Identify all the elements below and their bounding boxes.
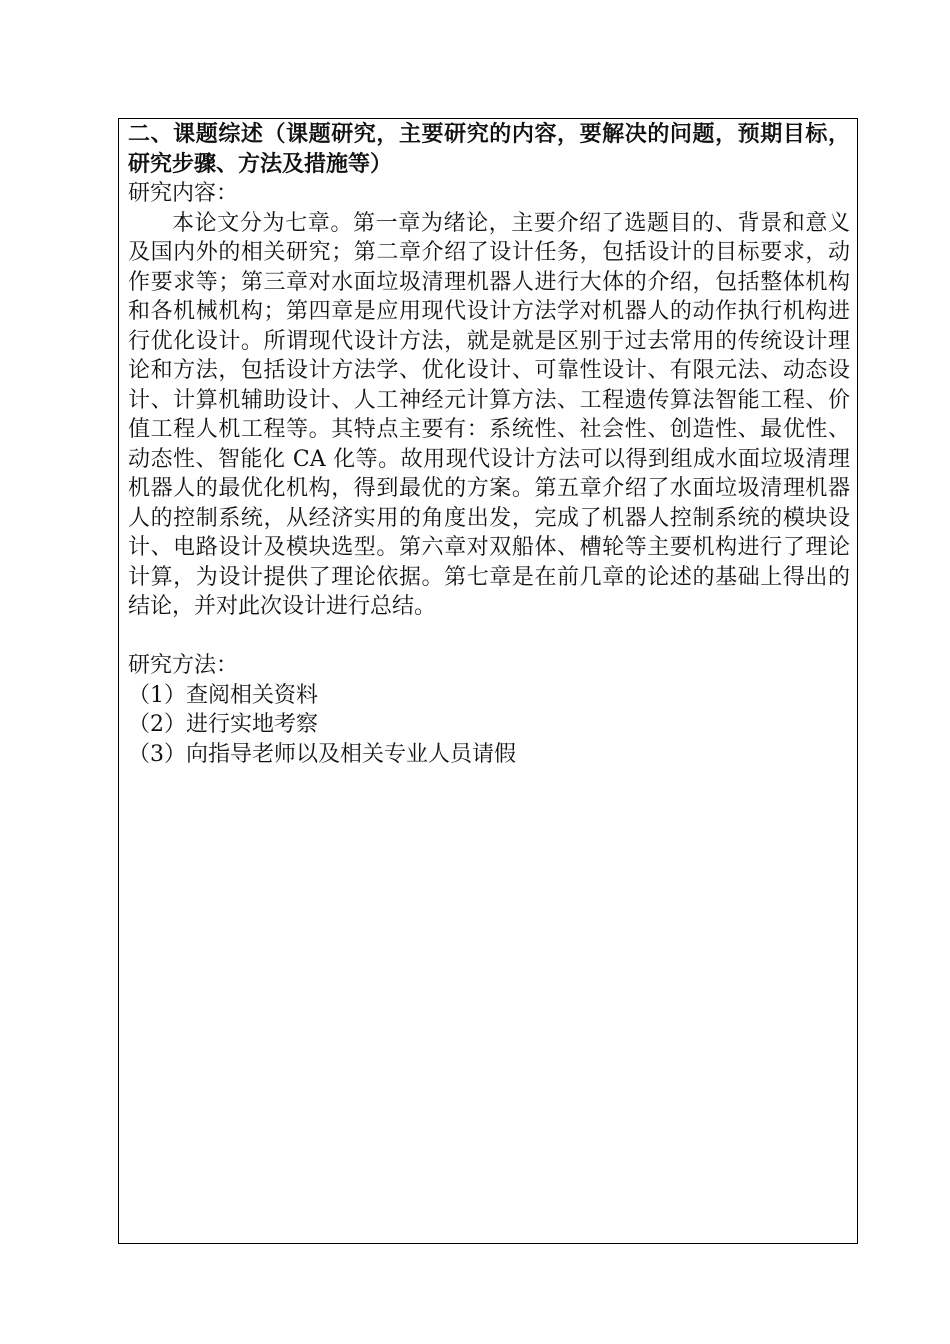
method-item-1: （1）查阅相关资料 [128, 682, 318, 708]
section-content [128, 120, 850, 769]
content-paragraph: 本论文分为七章。第一章为绪论，主要介绍了选题目的、背景和意义及国内外的相关研究；第二章介绍了设计任务，包括设计的目标要求，动作要求等；第三章对水面垃圾清理机器人进行大体的介绍，包括整体机构和各机械机构；第四章是应用现代设计方法学对机器人的动作执行机构进行优化设计。所谓现代设计方法，就是就是区别于过去常用的传统设计理论和方法，包括设计方法学、优化设计、可靠性设计、有限元法、动态设计、计算机辅助设计、人工神经元计算方法、工程遗传算法智能工程、价值工程人机工程等。其特点主要有：系统性、社会性、创造性、最优性、动态性、智能化 CA 化等。故用现代设计方法可以得到组成水面垃圾清理机器人的最优化机构，得到最优的方案。第五章介绍了水面垃圾清理机器人的控制系统，从经济实用的角度出发，完成了机器人控制系统的模块设计、电路设计及模块选型。第六章对双船体、槽轮等主要机构进行了理论计算，为设计提供了理论依据。第七章是在前几章的论述的基础上得出的结论，并对此次设计进行总结。 [128, 210, 850, 619]
blank-line [128, 622, 850, 652]
method-item-2: （2）进行实地考察 [128, 712, 318, 737]
section-heading: 二、课题综述（课题研究，主要研究的内容，要解决的问题，预期目标，研究步骤、方法及措施等） [128, 121, 850, 177]
content-label: 研究内容： [128, 181, 239, 206]
method-label: 研究方法： [128, 653, 239, 678]
method-item-3: （3）向指导老师以及相关专业人员请假 [128, 741, 516, 767]
